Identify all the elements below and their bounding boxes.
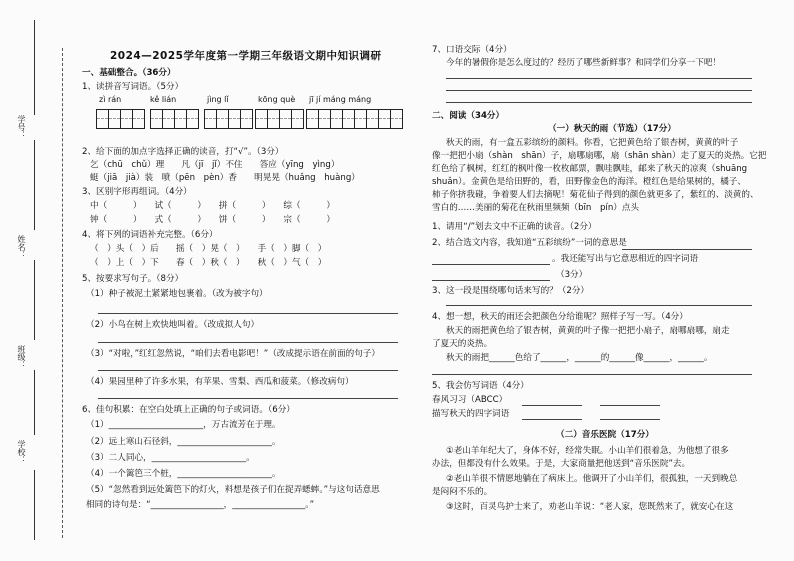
- question-5-3: （3）“对啦，”红红忽然说，“咱们去看电影吧！”（改成提示语在前面的句子）: [86, 349, 380, 359]
- reading-1-text: 像一把把小扇（shàn shān）子，扇哪扇哪，扇（shān shàn）走了夏天的炎热。它把: [432, 151, 767, 161]
- pinyin-3: jìng lǐ: [207, 95, 229, 104]
- answer-line[interactable]: [98, 370, 398, 371]
- reading-1-text: 秋天的雨，有一盒五彩缤纷的颜料。你看，它把黄色给了银杏树，黄黄的叶子: [446, 138, 739, 148]
- answer-line[interactable]: [522, 405, 582, 406]
- reading-1-q5-a: 春风习习（ABCC）: [432, 395, 508, 405]
- reading-1-title: （一）秋天的雨（节选）（17分）: [548, 124, 676, 134]
- reading-2-text: ②老山羊很不情愿地躺在了病床上。他调开了小山羊们，很孤独，一天到晚总: [446, 474, 738, 484]
- question-5-1: （1）种子被泥土紧紧地包裹着。（改为被字句）: [86, 289, 268, 299]
- reading-2-text: ③这时，百灵鸟护士来了，劝老山羊说：“老人家，您既然来了，就安心在这: [446, 502, 734, 512]
- question-5-2: （2）小鸟在树上欢快地叫着。（改成拟人句）: [86, 320, 260, 330]
- reading-2-text: ①老山羊年纪大了，身体不好，经常失眠。小山羊们很着急，为他想了很多: [446, 446, 729, 456]
- question-6-4: （4）一个篱笆三个桩，______________________。: [86, 469, 281, 479]
- question-4-line-1: （ ）头（ ）后 摇（ ）晃（ ） 手（ ）脚（ ）: [90, 244, 327, 254]
- student-number-label: 学号：: [17, 115, 26, 139]
- reading-1-q4-example-cont: 了夏天的炎热。: [432, 339, 493, 349]
- writing-grid-3[interactable]: [204, 109, 252, 129]
- answer-line[interactable]: [98, 313, 398, 314]
- reading-1-q2-score: （3分）: [556, 270, 588, 280]
- binding-line: [34, 260, 35, 340]
- exam-title: 2024—2025学年度第一学期三年级语文期中知识调研: [110, 50, 382, 62]
- writing-grid-2[interactable]: [150, 109, 198, 129]
- question-6-1: （1）______________________，万古流芳在于理。: [86, 420, 281, 430]
- reading-1-q4-fill: 秋天的雨把______色给了______，______的______像______，______。: [446, 353, 713, 363]
- writing-grid-5[interactable]: [306, 109, 402, 129]
- answer-line[interactable]: [446, 90, 752, 91]
- question-6-5: （5）“忽然看到远处篱笆下的灯火，料想是孩子们在捉弄蟋蟀。”与这句话意思: [86, 485, 380, 495]
- answer-line[interactable]: [446, 78, 752, 79]
- answer-line[interactable]: [600, 405, 660, 406]
- reading-1-text: 柿子你挤我碰，争着要人们去摘呢！菊花仙子得到的颜色就更多了，紫红的、淡黄的、: [432, 190, 759, 200]
- answer-line[interactable]: [600, 419, 660, 420]
- reading-1-q5-b: 描写秋天的四字词语: [432, 409, 510, 419]
- question-2-line-1: 乞（chū chǔ）理 凡（jī jǐ）不住 答应（yīng yìng）: [90, 160, 340, 170]
- question-6-3: （3）二人同心，______________________。: [86, 453, 255, 463]
- reading-1-q4: 4、想一想，秋天的雨还会把颜色分给谁呢？照样子写一写。（4分）: [432, 312, 688, 322]
- fold-line: [62, 48, 63, 538]
- reading-1-q5: 5、我会仿写词语（4分）: [432, 381, 529, 391]
- question-6: 6、佳句积累：在空白处填上正确的句子或词语。（6分）: [82, 405, 295, 415]
- reading-1-q1: 1、请用“/”划去文中不正确的读音。（2分）: [432, 222, 597, 232]
- section-one-heading: 一、基础整合。（36分）: [82, 68, 176, 78]
- reading-1-text: 雪白的……美丽的菊花在秋雨里频频（bīn pín）点头: [432, 203, 640, 213]
- question-7-prompt: 今年的暑假你是怎么度过的？经历了哪些新鲜事？和同学们分享一下吧！: [446, 58, 722, 68]
- class-label: 班级：: [17, 345, 26, 369]
- pinyin-5: jī jí máng máng: [309, 95, 372, 104]
- question-2: 2、给下面的加点字选择正确的读音，打“√”。（3分）: [82, 147, 284, 157]
- answer-line[interactable]: [446, 305, 752, 306]
- reading-1-text: shuǎn）。金黄色是给田野的，看，田野像金色的海洋。橙红色是给果树的，橘子、: [432, 177, 746, 187]
- answer-line[interactable]: [622, 249, 752, 250]
- name-label: 姓名：: [17, 235, 26, 259]
- reading-1-q3: 3、这一段是围绕哪句话来写的？（2分）: [432, 286, 590, 296]
- pinyin-2: kě lián: [150, 95, 177, 104]
- question-6-5-answer: 相同的诗句是：“_________________，_________________。”: [86, 500, 315, 510]
- question-3-line-2: 钟（ ） 式（ ） 饼（ ） 宗（ ）: [90, 215, 335, 225]
- answer-line[interactable]: [446, 102, 752, 103]
- reading-2-text: 办法，但都没有什么效果。于是，大家商量把他送到“音乐医院”去。: [432, 459, 691, 469]
- answer-line[interactable]: [432, 264, 550, 265]
- pinyin-1: zì rán: [99, 95, 122, 104]
- reading-1-text: 红色给了枫树，红红的枫叶像一枚枚邮票，飘哇飘哇，邮来了秋天的凉爽（shuāng: [432, 164, 748, 174]
- reading-2-title: （二）音乐医院（17分）: [556, 430, 654, 440]
- answer-line[interactable]: [522, 419, 582, 420]
- binding-line: [34, 140, 35, 230]
- binding-line: [34, 20, 35, 115]
- reading-1-q4-example: 秋天的雨把黄色给了银杏树，黄黄的叶子像一把把小扇子，扇哪扇哪，扇走: [446, 326, 730, 336]
- writing-grid-1[interactable]: [96, 109, 144, 129]
- question-5: 5、按要求写句子。（8分）: [82, 274, 184, 284]
- reading-2-text: 是闷闷不乐的。: [432, 487, 493, 497]
- question-6-2: （2）远上寒山石径斜，______________________。: [86, 437, 281, 447]
- reading-1-q2-cont: 。我还能写出与它意思相近的四字词语: [552, 254, 699, 264]
- answer-line[interactable]: [432, 374, 752, 375]
- question-4: 4、将下列的词语补充完整。（6分）: [82, 230, 218, 240]
- binding-margin: [14, 20, 54, 545]
- section-two-heading: 二、阅读（34分）: [432, 111, 505, 121]
- binding-line: [34, 470, 35, 540]
- question-3-line-1: 中（ ） 试（ ） 拼（ ） 综（ ）: [90, 201, 335, 211]
- question-1: 1、读拼音写词语。（5分）: [82, 82, 184, 92]
- binding-line: [34, 370, 35, 435]
- question-3: 3、区别字形再组词。（4分）: [82, 187, 192, 197]
- question-4-line-2: （ ）上（ ）下 春（ ）秋（ ） 秋（ ）气（ ）: [90, 258, 327, 268]
- reading-1-q2: 2、结合选文内容，我知道“五彩缤纷”一词的意思是: [432, 238, 627, 248]
- answer-line[interactable]: [432, 280, 550, 281]
- pinyin-4: kōng què: [258, 95, 296, 104]
- question-7: 7、口语交际（4分）: [432, 45, 512, 55]
- school-label: 学校：: [17, 440, 26, 464]
- question-5-4: （4）果园里种了许多水果，有苹果、雪梨、西瓜和菠菜。（修改病句）: [86, 377, 354, 387]
- writing-grid-4[interactable]: [255, 109, 303, 129]
- answer-line[interactable]: [98, 342, 398, 343]
- question-2-line-2: 蜓（jiā jià）装 喷（pēn pèn）香 明晃晃（huǎng huàng）: [90, 173, 360, 183]
- answer-line[interactable]: [98, 398, 398, 399]
